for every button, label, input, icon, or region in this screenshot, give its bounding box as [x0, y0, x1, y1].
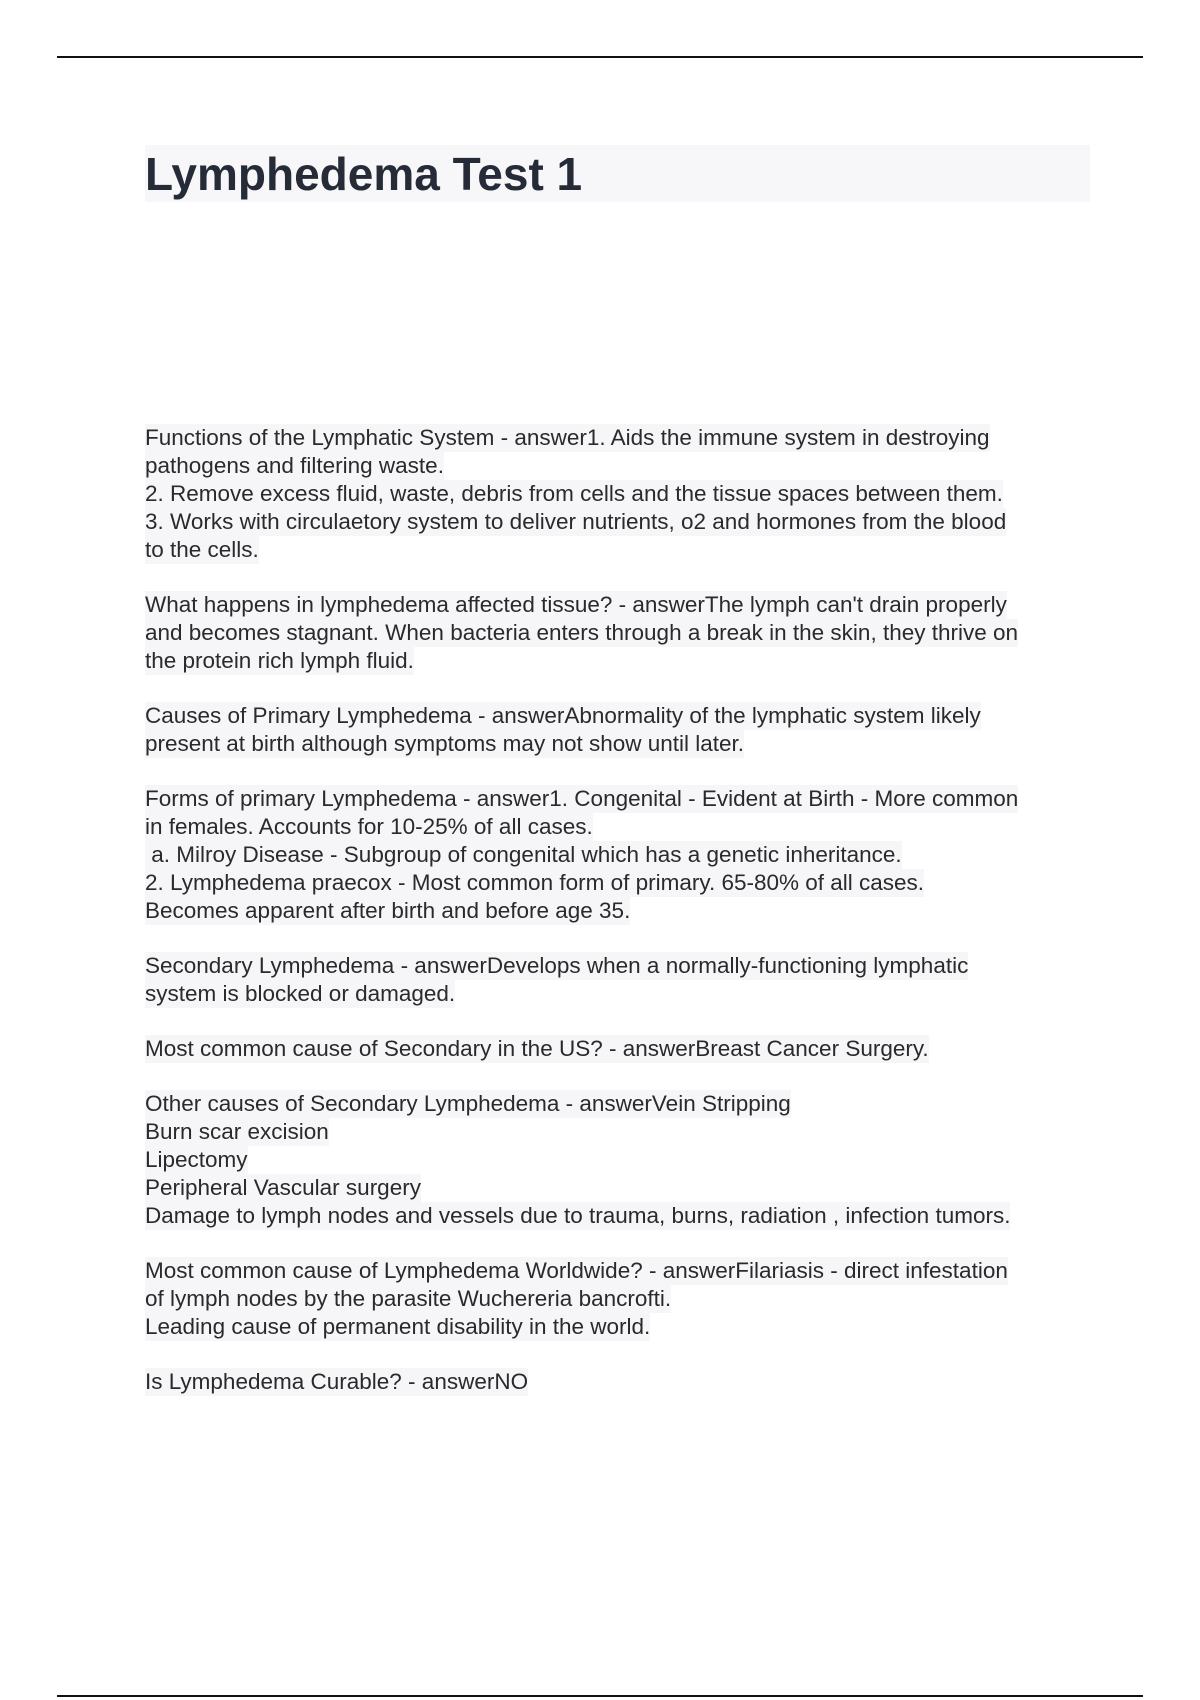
qa-entry [145, 1035, 1095, 1063]
qa-line: and becomes stagnant. When bacteria enters through a break in the skin, they thrive on [145, 620, 1019, 645]
qa-line: Leading cause of permanent disability in the world. [145, 1314, 651, 1339]
qa-line: of lymph nodes by the parasite Wuchereria bancrofti. [145, 1286, 672, 1311]
qa-line: pathogens and filtering waste. [145, 453, 444, 478]
qa-line: 2. Remove excess fluid, waste, debris from cells and the tissue spaces between them. [145, 481, 1003, 506]
page-title: Lymphedema Test 1 [145, 148, 583, 200]
qa-line: the protein rich lymph fluid. [145, 648, 414, 673]
qa-line: Becomes apparent after birth and before age 35. [145, 898, 631, 923]
qa-line: present at birth although symptoms may not show until later. [145, 731, 745, 756]
qa-line: Burn scar excision [145, 1119, 329, 1144]
qa-entry [145, 952, 1095, 1008]
qa-line: Causes of Primary Lymphedema - answerAbnormality of the lymphatic system likely [145, 703, 981, 728]
qa-line: 3. Works with circulaetory system to deliver nutrients, o2 and hormones from the blood [145, 509, 1007, 534]
qa-line: Is Lymphedema Curable? - answerNO [145, 1369, 529, 1394]
qa-line: Peripheral Vascular surgery [145, 1175, 421, 1200]
qa-line: What happens in lymphedema affected tissue? - answerThe lymph can't drain properly [145, 592, 1007, 617]
qa-entry [145, 424, 1095, 564]
qa-line: a. Milroy Disease - Subgroup of congenital which has a genetic inheritance. [145, 842, 902, 867]
top-rule [57, 56, 1143, 58]
qa-line: to the cells. [145, 537, 259, 562]
qa-entry [145, 1090, 1095, 1230]
qa-entry [145, 591, 1095, 675]
qa-line: Damage to lymph nodes and vessels due to trauma, burns, radiation , infection tumors. [145, 1203, 1011, 1228]
qa-entry [145, 1368, 1095, 1396]
qa-line: system is blocked or damaged. [145, 981, 456, 1006]
qa-entry [145, 702, 1095, 758]
qa-line: Secondary Lymphedema - answerDevelops when a normally-functioning lymphatic [145, 953, 969, 978]
qa-line: Forms of primary Lymphedema - answer1. Congenital - Evident at Birth - More common [145, 786, 1019, 811]
qa-line: in females. Accounts for 10-25% of all cases. [145, 814, 593, 839]
qa-entry [145, 785, 1095, 925]
qa-line: Functions of the Lymphatic System - answer1. Aids the immune system in destroying [145, 425, 990, 450]
qa-line: Most common cause of Secondary in the US? - answerBreast Cancer Surgery. [145, 1036, 929, 1061]
qa-line: 2. Lymphedema praecox - Most common form of primary. 65-80% of all cases. [145, 870, 925, 895]
qa-line: Other causes of Secondary Lymphedema - answerVein Stripping [145, 1091, 791, 1116]
qa-line: Lipectomy [145, 1147, 248, 1172]
bottom-rule [57, 1695, 1143, 1697]
qa-list [145, 424, 1095, 1423]
qa-entry [145, 1257, 1095, 1341]
qa-line: Most common cause of Lymphedema Worldwide? - answerFilariasis - direct infestation [145, 1258, 1008, 1283]
